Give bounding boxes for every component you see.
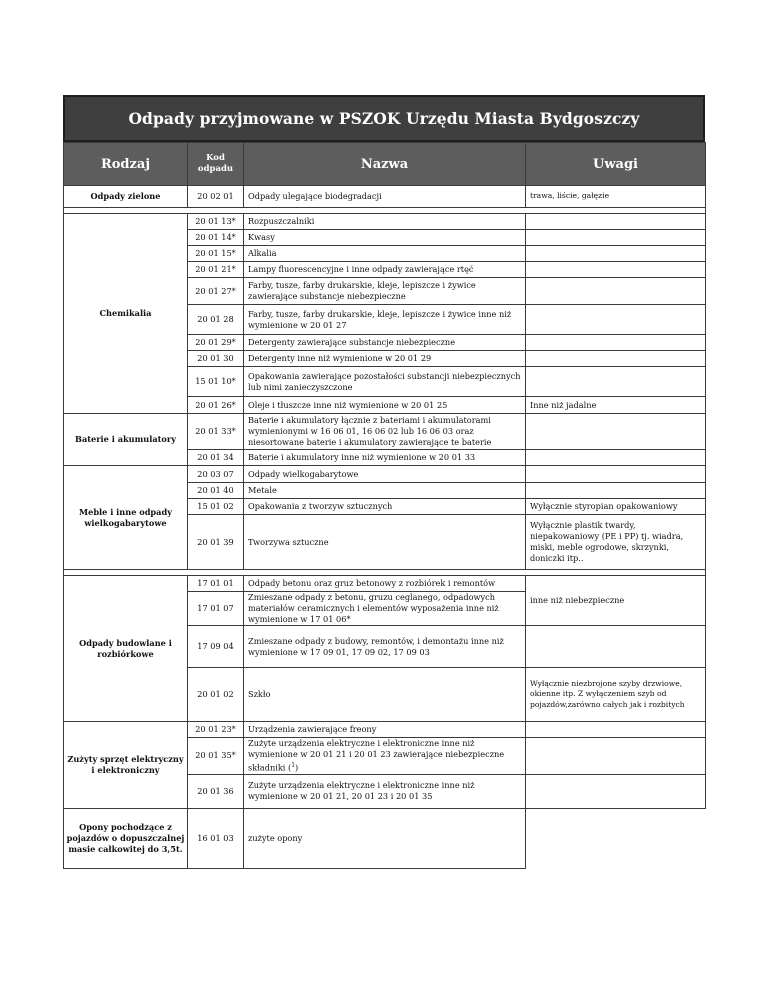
waste-note xyxy=(526,774,706,808)
waste-name: Kwasy xyxy=(244,230,526,246)
category-baterie: Baterie i akumulatory xyxy=(64,414,188,466)
waste-code: 20 01 26* xyxy=(188,397,244,414)
waste-code: 17 01 01 xyxy=(188,576,244,592)
waste-note: Inne niż jadalne xyxy=(526,397,706,414)
waste-code: 20 01 14* xyxy=(188,230,244,246)
waste-name: Baterie i akumulatory inne niż wymienione w 20 01 33 xyxy=(244,450,526,466)
waste-code: 20 02 01 xyxy=(188,186,244,208)
waste-code: 20 01 28 xyxy=(188,305,244,335)
waste-code: 20 01 39 xyxy=(188,515,244,570)
waste-name: Detergenty inne niż wymienione w 20 01 29 xyxy=(244,351,526,367)
table-row xyxy=(64,722,706,738)
waste-note: trawa, liście, gałęzie xyxy=(526,186,706,208)
header-kod: Kod odpadu xyxy=(188,143,244,186)
waste-note xyxy=(526,450,706,466)
waste-code: 20 01 13* xyxy=(188,214,244,230)
waste-code: 20 01 23* xyxy=(188,722,244,738)
waste-name: Rozpuszczalniki xyxy=(244,214,526,230)
waste-note xyxy=(526,305,706,335)
waste-code: 20 01 02 xyxy=(188,668,244,722)
category-meble: Meble i inne odpady wielkogabarytowe xyxy=(64,466,188,570)
footnote-marker: 1 xyxy=(291,762,296,769)
waste-table xyxy=(63,142,706,869)
waste-note xyxy=(526,214,706,230)
waste-code: 20 01 36 xyxy=(188,774,244,808)
waste-note xyxy=(526,278,706,305)
waste-note xyxy=(526,808,706,868)
waste-name: Szkło xyxy=(244,668,526,722)
waste-name: Zmieszane odpady z betonu, gruzu ceglanego, odpadowych materiałów ceramicznych i elementów wyposażenia inne niż wymienione w 17 01 06* xyxy=(244,592,526,626)
waste-note xyxy=(526,483,706,499)
waste-code: 17 09 04 xyxy=(188,626,244,668)
category-zielone: Odpady zielone xyxy=(64,186,188,208)
waste-code: 20 01 40 xyxy=(188,483,244,499)
waste-code: 20 01 27* xyxy=(188,278,244,305)
waste-name: Opakowania zawierające pozostałości substancji niebezpiecznych lub nimi zanieczyszczone xyxy=(244,367,526,397)
waste-code: 15 01 02 xyxy=(188,499,244,515)
table-row xyxy=(64,576,706,592)
waste-note xyxy=(526,722,706,738)
table-row xyxy=(64,808,706,868)
waste-name-end: ) xyxy=(295,762,299,773)
waste-note xyxy=(526,414,706,450)
waste-note xyxy=(526,351,706,367)
waste-code: 15 01 10* xyxy=(188,367,244,397)
waste-note xyxy=(526,738,706,775)
waste-name: Lampy fluorescencyjne i inne odpady zawierające rtęć xyxy=(244,262,526,278)
waste-name: Urządzenia zawierające freony xyxy=(244,722,526,738)
waste-code: 20 01 34 xyxy=(188,450,244,466)
table-row xyxy=(64,186,706,208)
waste-name: Odpady wielkogabarytowe xyxy=(244,466,526,483)
category-chemikalia: Chemikalia xyxy=(64,214,188,414)
waste-name: Odpady betonu oraz gruz betonowy z rozbiórek i remontów xyxy=(244,576,526,592)
waste-note: Wyłącznie niezbrojone szyby drzwiowe, okienne itp. Z wyłączeniem szyb od pojazdów,zarówno całych jak i rozbitych xyxy=(526,668,706,722)
waste-name: Tworzywa sztuczne xyxy=(244,515,526,570)
waste-code: 20 03 07 xyxy=(188,466,244,483)
waste-name-text: Zużyte urządzenia elektryczne i elektroniczne inne niż wymienione w 20 01 21 i 20 01 23 zawierające niebezpieczne składniki ( xyxy=(248,738,505,773)
waste-name: Zużyte urządzenia elektryczne i elektroniczne inne niż wymienione w 20 01 21, 20 01 23 i 20 01 35 xyxy=(244,774,526,808)
waste-code: 20 01 15* xyxy=(188,246,244,262)
waste-name: Odpady ulegające biodegradacji xyxy=(244,186,526,208)
table-row xyxy=(64,414,706,450)
waste-note xyxy=(526,626,706,668)
waste-code: 20 01 35* xyxy=(188,738,244,775)
waste-note: Wyłącznie plastik twardy, niepakowaniowy (PE i PP) tj. wiadra, miski, meble ogrodowe, skrzynki, doniczki itp.. xyxy=(526,515,706,570)
waste-name: Farby, tusze, farby drukarskie, kleje, lepiszcze i żywice inne niż wymienione w 20 01 27 xyxy=(244,305,526,335)
waste-note xyxy=(526,335,706,351)
waste-note xyxy=(526,230,706,246)
waste-name: Baterie i akumulatory łącznie z bateriami i akumulatorami wymienionymi w 16 06 01, 16 06 02 lub 16 06 03 oraz niesortowane baterie i akumulatory zawierające te baterie xyxy=(244,414,526,450)
header-row xyxy=(64,143,706,186)
waste-name: Opakowania z tworzyw sztucznych xyxy=(244,499,526,515)
header-rodzaj: Rodzaj xyxy=(64,143,188,186)
waste-name: Farby, tusze, farby drukarskie, kleje, lepiszcze i żywice zawierające substancje niebezpieczne xyxy=(244,278,526,305)
table-row xyxy=(64,214,706,230)
waste-code: 20 01 33* xyxy=(188,414,244,450)
header-nazwa: Nazwa xyxy=(244,143,526,186)
waste-code: 16 01 03 xyxy=(188,808,244,868)
category-budowlane: Odpady budowlane i rozbiórkowe xyxy=(64,576,188,722)
waste-code: 20 01 30 xyxy=(188,351,244,367)
waste-note xyxy=(526,466,706,483)
waste-name: Zmieszane odpady z budowy, remontów, i demontażu inne niż wymienione w 17 09 01, 17 09 02, 17 09 03 xyxy=(244,626,526,668)
waste-name: Detergenty zawierające substancje niebezpieczne xyxy=(244,335,526,351)
waste-code: 20 01 29* xyxy=(188,335,244,351)
waste-name: Alkalia xyxy=(244,246,526,262)
waste-note xyxy=(526,262,706,278)
waste-name: Oleje i tłuszcze inne niż wymienione w 20 01 25 xyxy=(244,397,526,414)
waste-note xyxy=(526,367,706,397)
table-row xyxy=(64,466,706,483)
category-opony: Opony pochodzące z pojazdów o dopuszczalnej masie całkowitej do 3,5t. xyxy=(64,808,188,868)
waste-code: 20 01 21* xyxy=(188,262,244,278)
waste-note: inne niż niebezpieczne xyxy=(526,576,706,626)
waste-code: 17 01 07 xyxy=(188,592,244,626)
waste-name: zużyte opony xyxy=(244,808,526,868)
header-uwagi: Uwagi xyxy=(526,143,706,186)
waste-name: Metale xyxy=(244,483,526,499)
waste-note xyxy=(526,246,706,262)
category-elektro: Zużyty sprzęt elektryczny i elektroniczny xyxy=(64,722,188,809)
page-title: Odpady przyjmowane w PSZOK Urzędu Miasta Bydgoszczy xyxy=(63,95,705,142)
document xyxy=(63,95,705,869)
waste-name xyxy=(244,738,526,775)
waste-note: Wyłącznie styropian opakowaniowy xyxy=(526,499,706,515)
